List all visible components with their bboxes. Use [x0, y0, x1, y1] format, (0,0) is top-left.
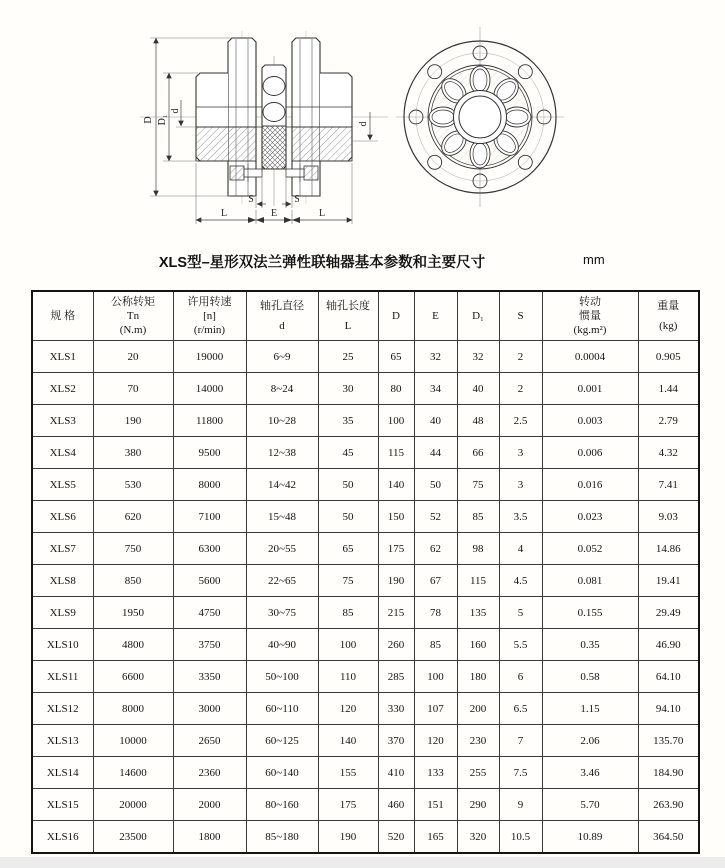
header-cell-E: [414, 291, 457, 341]
cell: XLS14: [32, 757, 93, 789]
cell: 94.10: [638, 693, 699, 725]
cell: 0.016: [542, 469, 638, 501]
cell: 4: [499, 533, 542, 565]
cell: 0.905: [638, 341, 699, 373]
table-row: [32, 821, 699, 854]
cell: 4800: [93, 629, 173, 661]
table-row: [32, 597, 699, 629]
cell: 200: [457, 693, 499, 725]
cell: 40: [457, 373, 499, 405]
cell: 0.023: [542, 501, 638, 533]
cell: 0.081: [542, 565, 638, 597]
cell: XLS3: [32, 405, 93, 437]
cell: XLS2: [32, 373, 93, 405]
cell: 60~125: [246, 725, 318, 757]
cell: 120: [414, 725, 457, 757]
header-cell-bore-length: [318, 291, 378, 341]
cell: 0.001: [542, 373, 638, 405]
cell: XLS12: [32, 693, 93, 725]
header-line: Tn: [126, 309, 140, 322]
cell: 165: [414, 821, 457, 854]
cell: 184.90: [638, 757, 699, 789]
cell: 78: [414, 597, 457, 629]
table-row: [32, 469, 699, 501]
title-bar: [0, 251, 725, 275]
cell: 100: [378, 405, 414, 437]
coupling-front-view: [396, 27, 564, 207]
cell: XLS7: [32, 533, 93, 565]
header-line: (r/min): [193, 324, 226, 337]
header-line: (N.m): [119, 324, 147, 337]
bottom-strip: [0, 857, 725, 868]
cell: 40~90: [246, 629, 318, 661]
cell: 100: [414, 661, 457, 693]
cell: 45: [318, 437, 378, 469]
cell: 150: [378, 501, 414, 533]
cell: 10.89: [542, 821, 638, 854]
cell: 530: [93, 469, 173, 501]
cell: 8000: [93, 693, 173, 725]
cell: 75: [318, 565, 378, 597]
header-line: 轴孔长度: [326, 299, 370, 312]
cell: 5600: [173, 565, 246, 597]
dimension-label-E: E: [270, 208, 278, 219]
dimension-label-L-left: L: [220, 208, 228, 219]
cell: 3: [499, 437, 542, 469]
cell: 5.5: [499, 629, 542, 661]
header-cell-bore-diameter: [246, 291, 318, 341]
cell: 98: [457, 533, 499, 565]
cell: XLS15: [32, 789, 93, 821]
cell: 19000: [173, 341, 246, 373]
cell: 22~65: [246, 565, 318, 597]
cell: 10.5: [499, 821, 542, 854]
cell: XLS1: [32, 341, 93, 373]
cell: 60~110: [246, 693, 318, 725]
cell: 15~48: [246, 501, 318, 533]
cell: 0.0004: [542, 341, 638, 373]
header-line: L: [344, 320, 352, 332]
cell: 3750: [173, 629, 246, 661]
cell: 14000: [173, 373, 246, 405]
cell: 115: [457, 565, 499, 597]
cell: 50: [318, 501, 378, 533]
cell: 330: [378, 693, 414, 725]
cell: 364.50: [638, 821, 699, 854]
cell: 85~180: [246, 821, 318, 854]
dimension-label-S-right: S: [294, 194, 300, 205]
cell: 70: [93, 373, 173, 405]
cell: 140: [318, 725, 378, 757]
cell: 2000: [173, 789, 246, 821]
cell: 8000: [173, 469, 246, 501]
header-cell-D: [378, 291, 414, 341]
cell: 850: [93, 565, 173, 597]
cell: 260: [378, 629, 414, 661]
cell: 410: [378, 757, 414, 789]
cell: 20: [93, 341, 173, 373]
cell: 1950: [93, 597, 173, 629]
cell: 750: [93, 533, 173, 565]
cell: 4.32: [638, 437, 699, 469]
cell: 1.44: [638, 373, 699, 405]
table-row: [32, 341, 699, 373]
header-line: 许用转速: [187, 295, 232, 308]
dimension-label-D: D: [143, 116, 154, 124]
cell: 190: [378, 565, 414, 597]
cell: 29.49: [638, 597, 699, 629]
cell: 263.90: [638, 789, 699, 821]
cell: 50: [414, 469, 457, 501]
cell: 40: [414, 405, 457, 437]
table-row: [32, 373, 699, 405]
cell: 2.79: [638, 405, 699, 437]
cell: 65: [378, 341, 414, 373]
spec-table: [31, 290, 700, 854]
cell: 520: [378, 821, 414, 854]
cell: 46.90: [638, 629, 699, 661]
cell: XLS4: [32, 437, 93, 469]
cell: 48: [457, 405, 499, 437]
table-row: [32, 757, 699, 789]
cell: 3000: [173, 693, 246, 725]
cell: 7.5: [499, 757, 542, 789]
cell: 9500: [173, 437, 246, 469]
cell: 1.15: [542, 693, 638, 725]
table-header: [32, 291, 699, 341]
header-line: (kg.m²): [573, 324, 607, 337]
cell: 5.70: [542, 789, 638, 821]
cell: 60~140: [246, 757, 318, 789]
cell: 6: [499, 661, 542, 693]
cell: 7: [499, 725, 542, 757]
cell: 115: [378, 437, 414, 469]
cell: 0.006: [542, 437, 638, 469]
cell: 30~75: [246, 597, 318, 629]
cell: 2: [499, 341, 542, 373]
cell: 80~160: [246, 789, 318, 821]
cell: XLS9: [32, 597, 93, 629]
header-cell-weight: [638, 291, 699, 341]
cell: 20000: [93, 789, 173, 821]
cell: 10000: [93, 725, 173, 757]
cell: 44: [414, 437, 457, 469]
cell: 620: [93, 501, 173, 533]
cell: 180: [457, 661, 499, 693]
cell: XLS13: [32, 725, 93, 757]
dimension-label-S-left: S: [248, 194, 254, 205]
cell: XLS5: [32, 469, 93, 501]
cell: 85: [318, 597, 378, 629]
cell: 0.052: [542, 533, 638, 565]
header-line: 公称转矩: [111, 295, 155, 308]
cell: 10~28: [246, 405, 318, 437]
cell: 14.86: [638, 533, 699, 565]
cell: 34: [414, 373, 457, 405]
cell: 5: [499, 597, 542, 629]
coupling-drawing: [0, 0, 725, 250]
cell: 52: [414, 501, 457, 533]
cell: 25: [318, 341, 378, 373]
header-cell-inertia: [542, 291, 638, 341]
dimension-label-d-left: d: [170, 108, 181, 114]
cell: 3.46: [542, 757, 638, 789]
table-row: [32, 405, 699, 437]
cell: 35: [318, 405, 378, 437]
cell: 20~55: [246, 533, 318, 565]
cell: 155: [318, 757, 378, 789]
header-line: 轴孔直径: [260, 299, 304, 312]
cell: 215: [378, 597, 414, 629]
cell: 4.5: [499, 565, 542, 597]
cell: 66: [457, 437, 499, 469]
cell: 2.06: [542, 725, 638, 757]
cell: XLS6: [32, 501, 93, 533]
header-line: d: [279, 320, 285, 332]
cell: 6600: [93, 661, 173, 693]
cell: 160: [457, 629, 499, 661]
header-line: (kg): [659, 320, 678, 332]
cell: XLS8: [32, 565, 93, 597]
cell: 0.003: [542, 405, 638, 437]
cell: 3.5: [499, 501, 542, 533]
table-row: [32, 789, 699, 821]
cell: 67: [414, 565, 457, 597]
cell: 135.70: [638, 725, 699, 757]
header-cell-torque: [93, 291, 173, 341]
header-line: 转动: [579, 295, 601, 308]
cell: 135: [457, 597, 499, 629]
cell: 9.03: [638, 501, 699, 533]
cell: 64.10: [638, 661, 699, 693]
header-cell-speed: [173, 291, 246, 341]
cell: 140: [378, 469, 414, 501]
cell: 85: [457, 501, 499, 533]
cell: 2: [499, 373, 542, 405]
cell: 7.41: [638, 469, 699, 501]
header-line: S: [517, 309, 524, 322]
cell: 107: [414, 693, 457, 725]
cell: 0.35: [542, 629, 638, 661]
cell: 290: [457, 789, 499, 821]
table-row: [32, 629, 699, 661]
header-cell-D1: [457, 291, 499, 341]
cell: 14600: [93, 757, 173, 789]
cell: XLS16: [32, 821, 93, 854]
cell: XLS11: [32, 661, 93, 693]
header-line: D₁: [472, 309, 484, 322]
table-row: [32, 693, 699, 725]
cell: 62: [414, 533, 457, 565]
cell: 6300: [173, 533, 246, 565]
cell: 14~42: [246, 469, 318, 501]
dimension-label-D1: D₁: [157, 114, 168, 126]
cell: 460: [378, 789, 414, 821]
table-row: [32, 501, 699, 533]
cell: 255: [457, 757, 499, 789]
dimension-label-L-right: L: [318, 208, 326, 219]
cell: 50~100: [246, 661, 318, 693]
cell: 320: [457, 821, 499, 854]
cell: 133: [414, 757, 457, 789]
header-line: 惯量: [579, 309, 601, 322]
cell: 6~9: [246, 341, 318, 373]
header-line: E: [432, 309, 439, 322]
coupling-section-view: [140, 31, 388, 224]
cell: 50: [318, 469, 378, 501]
cell: 11800: [173, 405, 246, 437]
table-body: [32, 341, 699, 854]
table-row: [32, 437, 699, 469]
cell: 370: [378, 725, 414, 757]
cell: 9: [499, 789, 542, 821]
cell: 32: [457, 341, 499, 373]
cell: 285: [378, 661, 414, 693]
cell: 85: [414, 629, 457, 661]
cell: 2.5: [499, 405, 542, 437]
cell: 100: [318, 629, 378, 661]
cell: 151: [414, 789, 457, 821]
cell: 1800: [173, 821, 246, 854]
cell: 3: [499, 469, 542, 501]
table-row: [32, 725, 699, 757]
table-row: [32, 661, 699, 693]
header-cell-S: [499, 291, 542, 341]
cell: 190: [318, 821, 378, 854]
header-line: 规 格: [50, 309, 76, 322]
cell: 4750: [173, 597, 246, 629]
cell: 0.155: [542, 597, 638, 629]
cell: 2360: [173, 757, 246, 789]
cell: 3350: [173, 661, 246, 693]
page-title: XLS型–星形双法兰弹性联轴器基本参数和主要尺寸: [158, 255, 486, 271]
table-row: [32, 533, 699, 565]
cell: 190: [93, 405, 173, 437]
cell: 120: [318, 693, 378, 725]
cell: 65: [318, 533, 378, 565]
header-line: 重量: [657, 299, 680, 312]
cell: 8~24: [246, 373, 318, 405]
unit-label: mm: [583, 252, 605, 267]
cell: 110: [318, 661, 378, 693]
cell: 32: [414, 341, 457, 373]
cell: 175: [378, 533, 414, 565]
cell: 12~38: [246, 437, 318, 469]
cell: 75: [457, 469, 499, 501]
cell: 7100: [173, 501, 246, 533]
table-row: [32, 565, 699, 597]
cell: XLS10: [32, 629, 93, 661]
cell: 0.58: [542, 661, 638, 693]
cell: 19.41: [638, 565, 699, 597]
header-line: [n]: [203, 309, 216, 322]
dimension-label-d-right: d: [358, 121, 369, 127]
cell: 175: [318, 789, 378, 821]
cell: 80: [378, 373, 414, 405]
cell: 23500: [93, 821, 173, 854]
cell: 2650: [173, 725, 246, 757]
cell: 6.5: [499, 693, 542, 725]
cell: 380: [93, 437, 173, 469]
cell: 30: [318, 373, 378, 405]
cell: 230: [457, 725, 499, 757]
header-line: D: [392, 309, 400, 322]
header-cell-spec: [32, 291, 93, 341]
